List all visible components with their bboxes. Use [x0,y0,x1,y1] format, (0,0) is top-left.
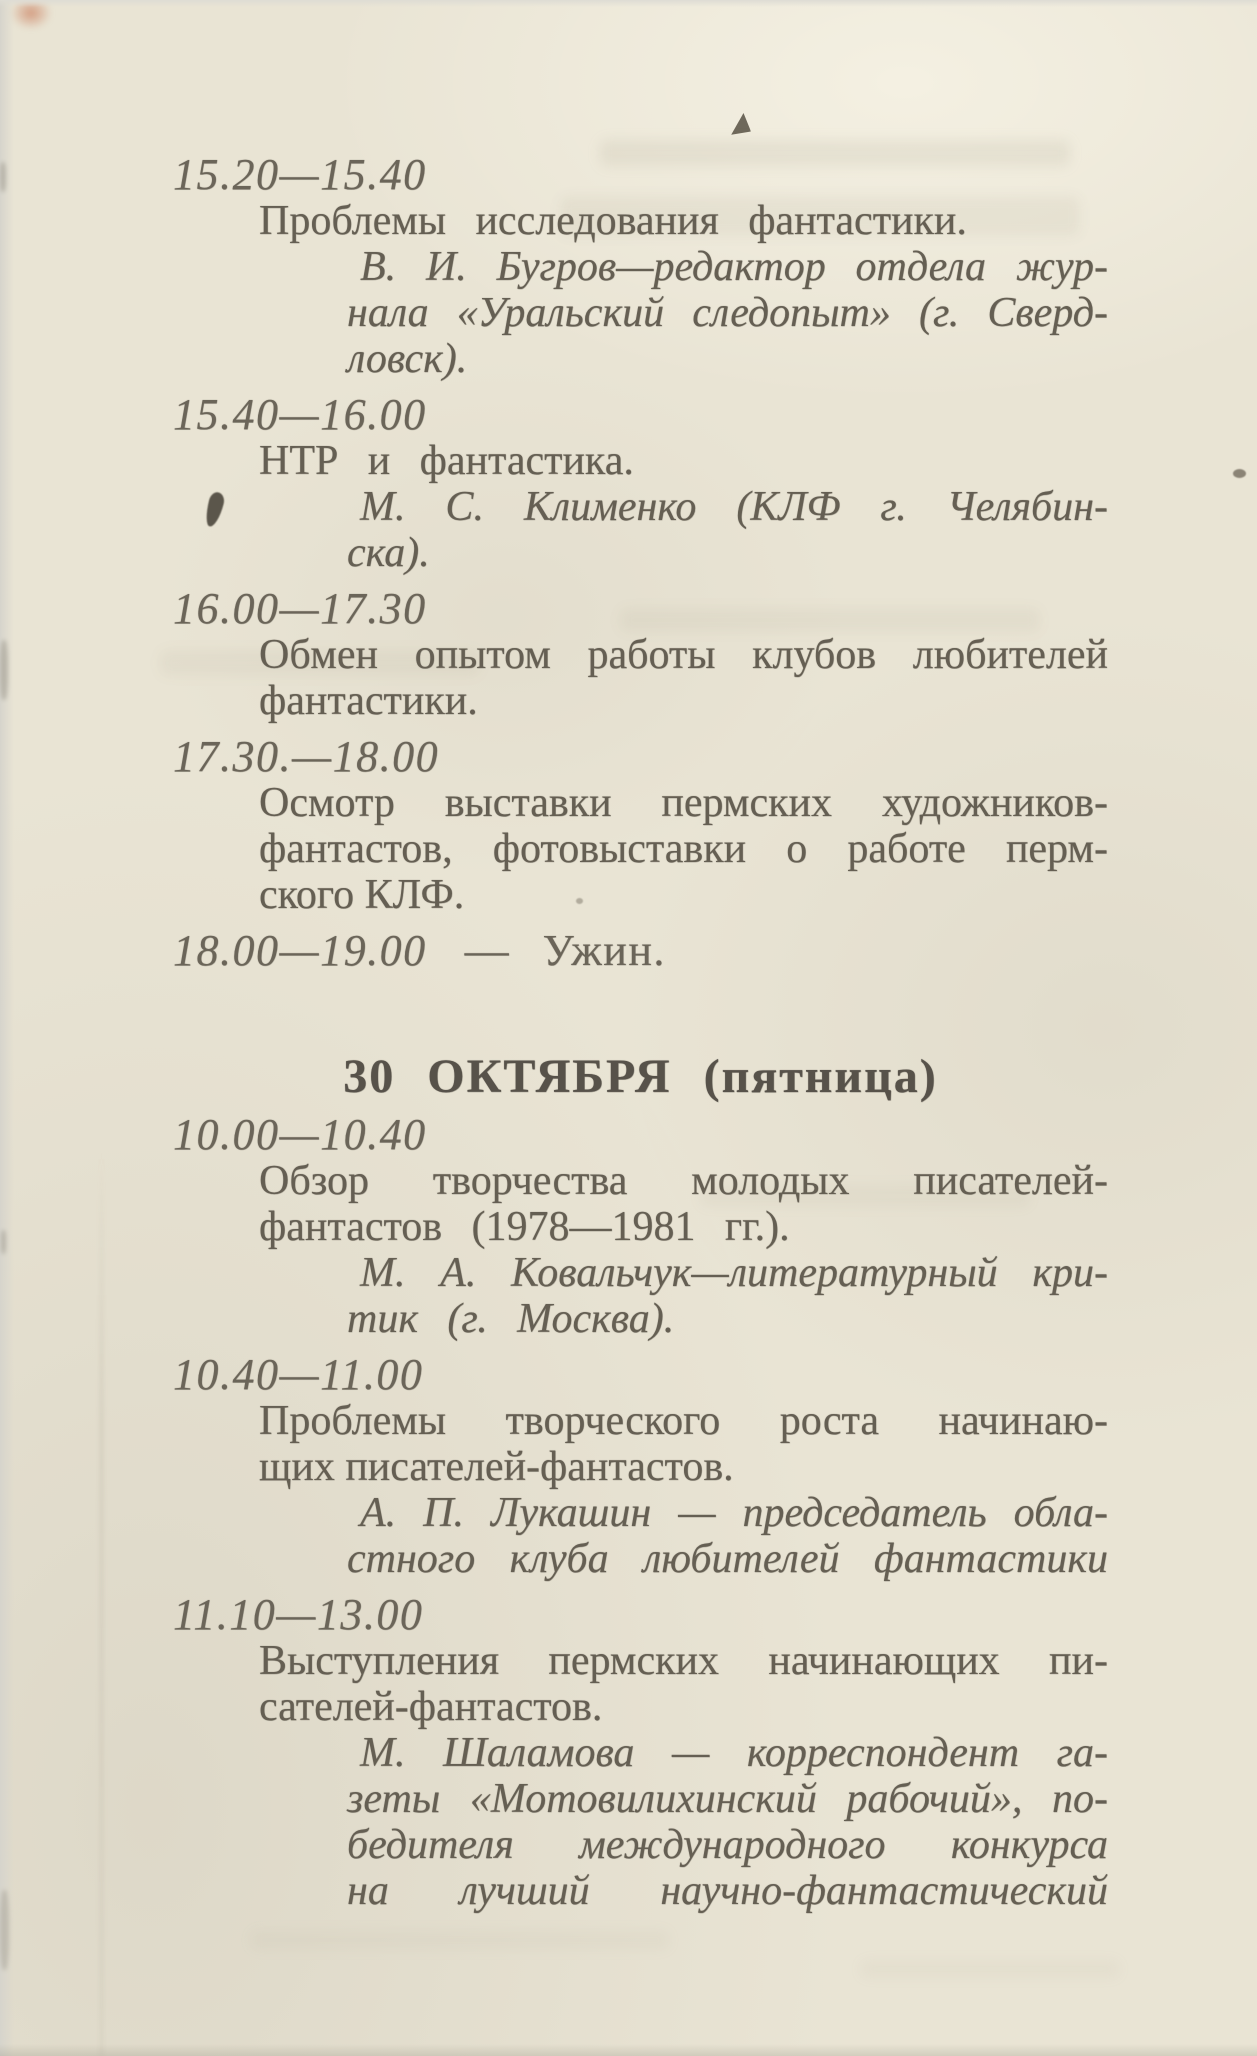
speaker-line: В. И. Бугров—редактор отдела жур- [360,244,1108,290]
time-label: 15.40—16.00 [173,390,427,439]
speaker-line: ска). [347,530,430,576]
bleedthrough-ghost [250,1930,670,1950]
paper-edge-blob [0,162,6,192]
schedule [173,0,1108,1914]
speaker-line: М. С. Клименко (КЛФ г. Челябин- [360,484,1108,530]
topic-line: Выступления пермских начинающих пи- [259,1638,1108,1684]
paper-edge-blob [1,1230,6,1254]
entry-time-line [173,1592,1108,1638]
topic-line: фантастов, фотовыставки о работе перм- [259,826,1108,872]
time-label: 15.20—15.40 [173,150,427,199]
time-label: 10.40—11.00 [173,1350,424,1399]
speaker-line: на лучший научно-фантастический [347,1868,1108,1914]
paper-edge-blob [0,1890,9,1970]
ink-speck [1233,469,1246,478]
topic-line: щих писателей-фантастов. [259,1444,734,1490]
entry-time-line [173,392,1108,438]
schedule-entry [173,734,1108,918]
topic-line: ского КЛФ. [259,872,465,918]
topic-line: Обмен опытом работы клубов любителей [259,632,1108,678]
entry-time-line [173,152,1108,198]
schedule-entry [173,1112,1108,1342]
speaker-line: тик (г. Москва). [347,1296,675,1342]
paper-edge-bottom [0,2044,1257,2056]
topic-line: Обзор творчества молодых писателей- [259,1158,1108,1204]
paper-edge-blob [0,640,8,700]
topic-line: сателей-фантастов. [259,1684,603,1730]
speaker-line: М. А. Ковальчук—литературный кри- [360,1250,1108,1296]
entry-time-line [173,1352,1108,1398]
topic-line: Проблемы исследования фантастики. [259,198,967,244]
paper-crease [100,1150,103,2056]
time-label: 16.00—17.30 [173,584,427,633]
time-label: 11.10—13.00 [173,1590,424,1639]
entry-time-line [173,586,1108,632]
entry-time-line [173,928,1108,974]
day-heading: 30 ОКТЯБРЯ (пятница) [343,1050,938,1103]
time-label: 10.00—10.40 [173,1110,427,1159]
entry-time-line [173,1112,1108,1158]
topic-line: Проблемы творческого роста начинаю- [259,1398,1108,1444]
schedule-entry [173,1592,1108,1914]
inline-note: — Ужин. [464,926,666,975]
time-label: 18.00—19.00 [173,926,427,975]
speaker-line: А. П. Лукашин — председатель обла- [360,1490,1108,1536]
schedule-entry [173,586,1108,724]
topic-line: НТР и фантастика. [259,438,634,484]
speaker-line: бедителя международного конкурса [347,1822,1108,1868]
speaker-line: стного клуба любителей фантастики [347,1536,1108,1582]
schedule-entry [173,152,1108,382]
speaker-line: зеты «Мотовилихинский рабочий», по- [347,1776,1108,1822]
topic-line: Осмотр выставки пермских художников- [259,780,1108,826]
speaker-line: М. Шаламова — корреспондент га- [360,1730,1108,1776]
speaker-line: нала «Уральский следопыт» (г. Сверд- [347,290,1108,336]
day-section [173,1052,1108,1914]
entry-time-line [173,734,1108,780]
schedule-entry [173,1352,1108,1582]
schedule-entry [173,392,1108,576]
topic-line: фантастики. [259,678,478,724]
topic-line: фантастов (1978—1981 гг.). [259,1204,790,1250]
time-label: 17.30.—18.00 [173,732,440,781]
speaker-line: ловск). [347,336,468,382]
schedule-entry [173,928,1108,974]
day-section [173,152,1108,974]
bleedthrough-ghost [860,1960,1120,1978]
paper-edge-left [0,0,14,2056]
